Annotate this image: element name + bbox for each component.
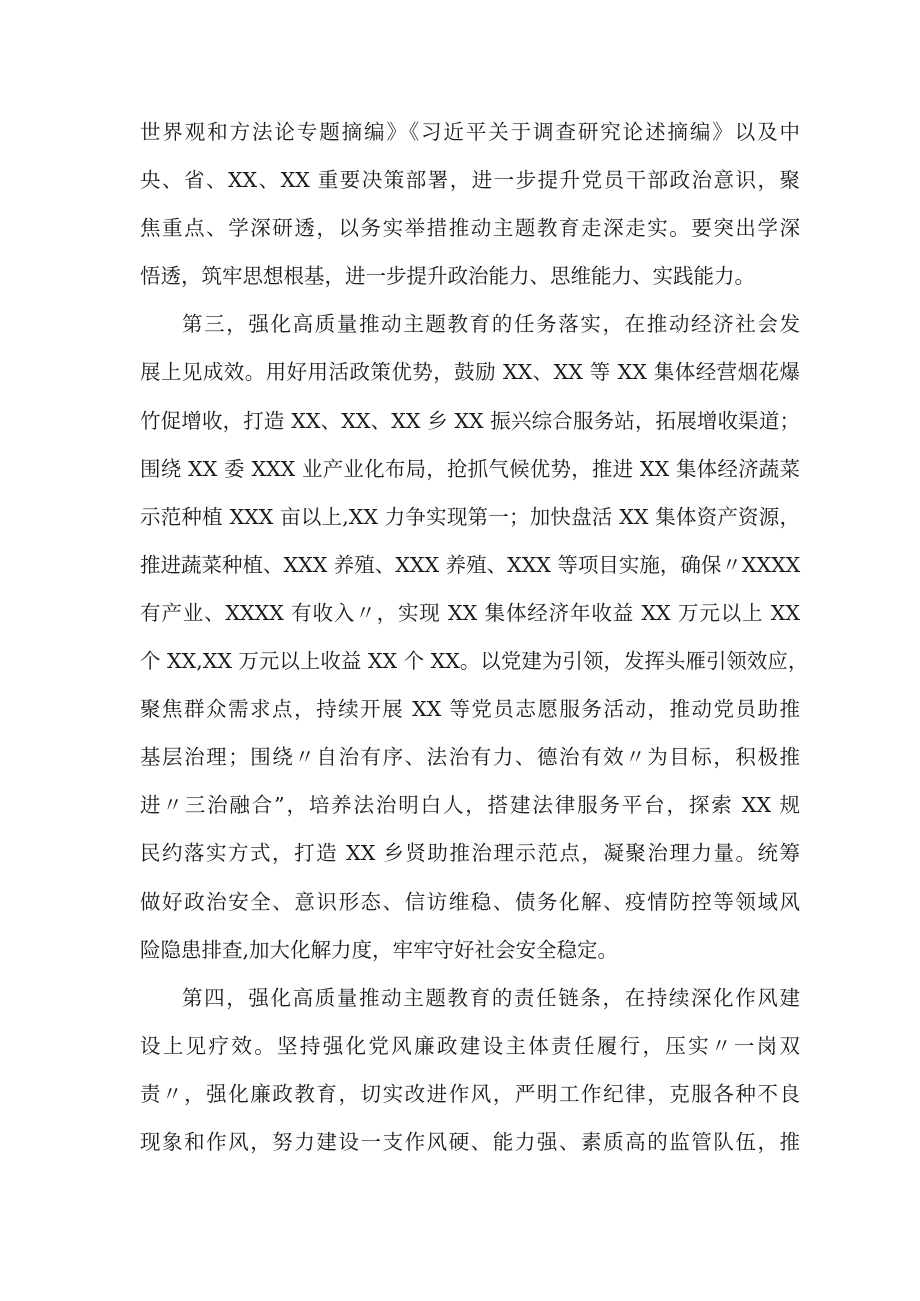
text-line: 基层治理；围绕〃自治有序、法治有力、德治有效〃为目标，积极推 (140, 745, 800, 770)
text-line: 聚焦群众需求点，持续开展 XX 等党员志愿服务活动，推动党员助推 (140, 697, 800, 722)
paragraph-start-line: 第三，强化高质量推动主题教育的任务落实，在推动经济社会发 (182, 312, 800, 337)
text-line: 展上见成效。用好用活政策优势，鼓励 XX、XX 等 XX 集体经营烟花爆 (140, 360, 800, 385)
text-line: 个 XX,XX 万元以上收益 XX 个 XX。以党建为引领，发挥头雁引领效应， (140, 649, 809, 674)
text-line: 竹促增收，打造 XX、XX、XX 乡 XX 振兴综合服务站，拓展增收渠道； (140, 408, 800, 433)
text-line: 示范种植 XXX 亩以上,XX 力争实现第一；加快盘活 XX 集体资产资源， (140, 504, 800, 529)
text-line: 险隐患排查,加大化解力度，牢牢守好社会安全稳定。 (140, 937, 619, 962)
text-line: 有产业、XXXX 有收入〃，实现 XX 集体经济年收益 XX 万元以上 XX (140, 600, 800, 625)
text-line: 现象和作风，努力建设一支作风硬、能力强、素质高的监管队伍，推 (140, 1129, 800, 1154)
text-line: 焦重点、学深研透，以务实举措推动主题教育走深走实。要突出学深 (140, 216, 800, 241)
text-line: 进〃三治融合”，培养法治明白人，搭建法律服务平台，探索 XX 规 (140, 793, 800, 818)
text-line: 围绕 XX 委 XXX 业产业化布局，抢抓气候优势，推进 XX 集体经济蔬菜 (140, 456, 800, 481)
text-line: 央、省、XX、XX 重要决策部署，进一步提升党员干部政治意识，聚 (140, 168, 800, 193)
text-line: 民约落实方式，打造 XX 乡贤助推治理示范点，凝聚治理力量。统筹 (140, 841, 800, 866)
text-line: 设上见疗效。坚持强化党风廉政建设主体责任履行，压实〃一岗双 (140, 1033, 800, 1058)
text-line: 责〃，强化廉政教育，切实改进作风，严明工作纪律，克服各种不良 (140, 1081, 800, 1106)
text-line: 推进蔬菜种植、XXX 养殖、XXX 养殖、XXX 等项目实施，确保〃XXXX (140, 552, 801, 577)
text-line: 做好政治安全、意识形态、信访维稳、债务化解、疫情防控等领域风 (140, 889, 800, 914)
text-line: 悟透，筑牢思想根基，进一步提升政治能力、思维能力、实践能力。 (140, 264, 755, 289)
paragraph-start-line: 第四，强化高质量推动主题教育的责任链条，在持续深化作风建 (182, 985, 800, 1010)
body-text (140, 108, 809, 1166)
text-line: 世界观和方法论专题摘编》《习近平关于调查研究论述摘编》以及中 (140, 120, 800, 144)
